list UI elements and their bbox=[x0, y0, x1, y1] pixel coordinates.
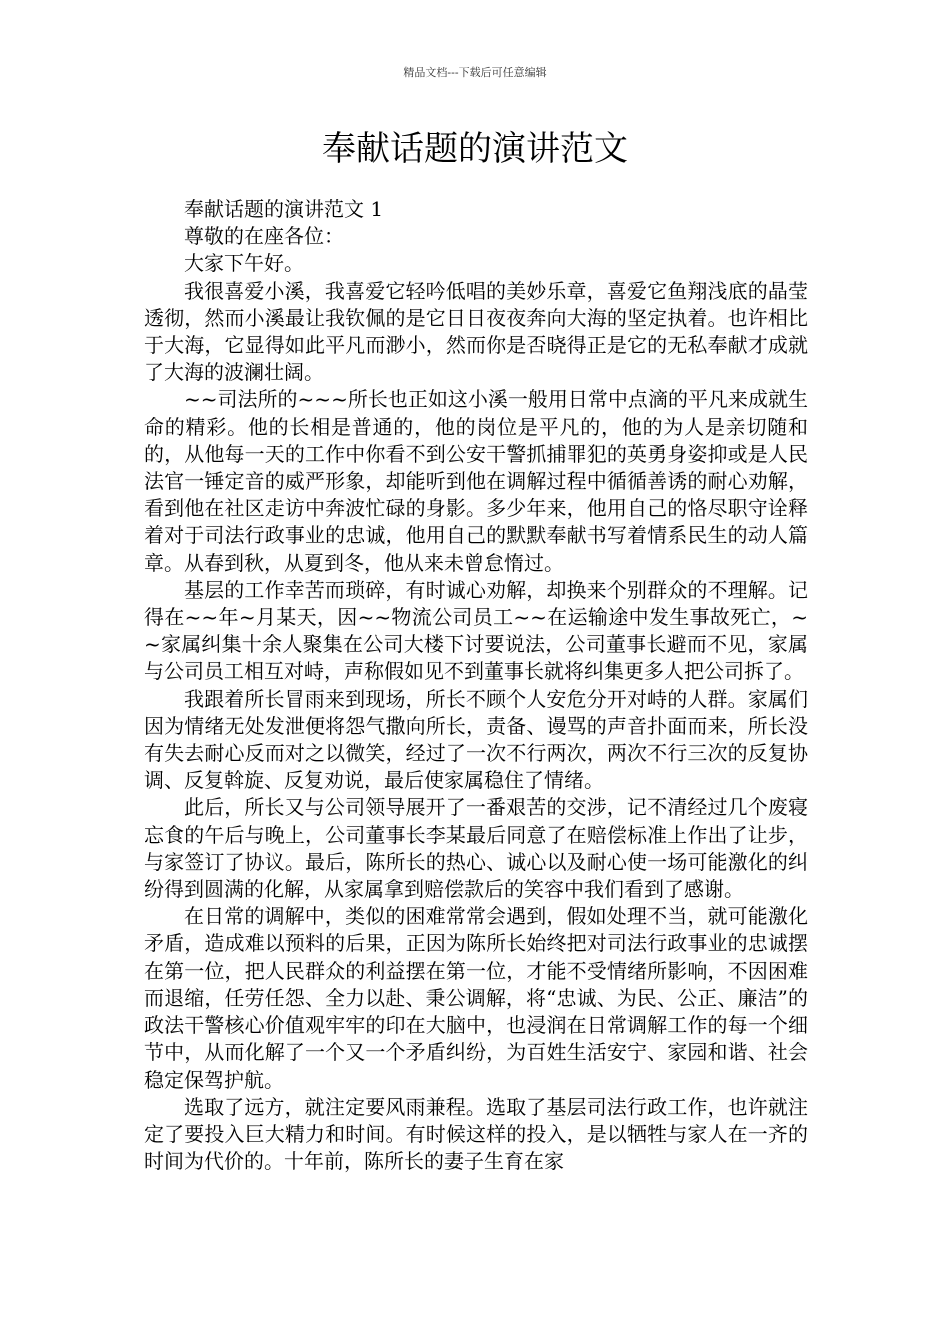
paragraph-salutation: 尊敬的在座各位： bbox=[184, 224, 344, 249]
paragraph-subtitle: 奉献话题的演讲范文 1 bbox=[184, 197, 384, 221]
paragraph-greeting: 大家下午好。 bbox=[184, 251, 304, 276]
paragraph: 此后，所长又与公司领导展开了一番艰苦的交涉，记不清经过几个废寝忘食的午后与晚上，公司董事长李某最后同意了在赔偿标准上作出了让步，与家签订了协议。最后，陈所长的热心、诚心以及耐心使一场可能激化的纠纷得到圆满的化解，从家属拿到赔偿款后的笑容中我们看到了感谢。 bbox=[144, 795, 808, 902]
paragraph: 我很喜爱小溪，我喜爱它轻吟低唱的美妙乐章，喜爱它鱼翔浅底的晶莹透彻，然而小溪最让我钦佩的是它日日夜夜奔向大海的坚定执着。也许相比于大海，它显得如此平凡而渺小，然而你是否晓得正是它的无私奉献才成就了大海的波澜壮阔。 bbox=[144, 278, 808, 385]
document-title: 奉献话题的演讲范文 bbox=[322, 129, 628, 169]
document-body bbox=[144, 196, 808, 1175]
header-note: 精品文档---下载后可任意编辑 bbox=[403, 66, 547, 79]
paragraph: 在日常的调解中，类似的困难常常会遇到，假如处理不当，就可能激化矛盾，造成难以预料的后果，正因为陈所长始终把对司法行政事业的忠诚摆在第一位，把人民群众的利益摆在第一位，才能不受情绪所影响，不因困难而退缩，任劳任怨、全力以赴、秉公调解，将“忠诚、为民、公正、廉洁”的政法干警核心价值观牢牢的印在大脑中，也浸润在日常调解工作的每一个细节中，从而化解了一个又一个矛盾纠纷，为百姓生活安宁、家园和谐、社会稳定保驾护航。 bbox=[144, 904, 808, 1092]
paragraph: 选取了远方，就注定要风雨兼程。选取了基层司法行政工作，也许就注定了要投入巨大精力和时间。有时候这样的投入，是以牺牲与家人在一齐的时间为代价的。十年前，陈所长的妻子生育在家 bbox=[144, 1094, 808, 1174]
paragraph: 基层的工作幸苦而琐碎，有时诚心劝解，却换来个别群众的不理解。记得在~~年~月某天，因~~物流公司员工~~在运输途中发生事故死亡，~~家属纠集十余人聚集在公司大楼下讨要说法，公司董事长避而不见，家属与公司员工相互对峙，声称假如见不到董事长就将纠集更多人把公司拆了。 bbox=[144, 577, 808, 684]
paragraph: ~~司法所的~~~所长也正如这小溪一般用日常中点滴的平凡来成就生命的精彩。他的长相是普通的，他的岗位是平凡的，他的为人是亲切随和的，从他每一天的工作中你看不到公安干警抓捕罪犯的英勇身姿抑或是人民法官一锤定音的威严形象，却能听到他在调解过程中循循善诱的耐心劝解，看到他在社区走访中奔波忙碌的身影。多少年来，他用自己的恪尽职守诠释着对于司法行政事业的忠诚，他用自己的默默奉献书写着情系民生的动人篇章。从春到秋，从夏到冬，他从来未曾怠惰过。 bbox=[144, 387, 808, 575]
paragraph: 我跟着所长冒雨来到现场，所长不顾个人安危分开对峙的人群。家属们因为情绪无处发泄便将怨气撒向所长，责备、谩骂的声音扑面而来，所长没有失去耐心反而对之以微笑，经过了一次不行两次，两次不行三次的反复协调、反复斡旋、反复劝说，最后使家属稳住了情绪。 bbox=[144, 686, 808, 793]
